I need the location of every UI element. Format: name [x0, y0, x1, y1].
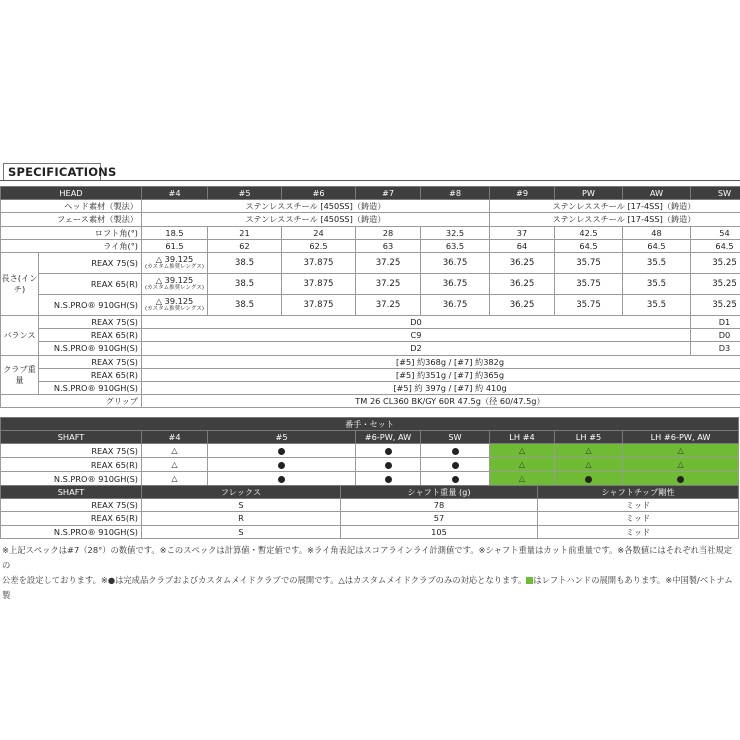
balance-row-name: REAX 75(S)	[39, 315, 142, 328]
lie-label: ライ角(°)	[1, 239, 142, 252]
balance-row	[1, 342, 740, 355]
shaft-tip: ミッド	[538, 512, 739, 525]
loft-label: ロフト角(°)	[1, 226, 142, 239]
weight-row-name: REAX 75(S)	[39, 355, 142, 368]
length-first-note: (カスタム推奨レングス)	[145, 285, 204, 292]
length-first-note: (カスタム推奨レングス)	[145, 306, 204, 313]
balance-row	[1, 315, 740, 328]
loft-cell: 21	[208, 226, 282, 239]
length-cell: 35.5	[623, 273, 691, 294]
length-cell: 35.75	[555, 252, 623, 273]
length-cell: 35.25	[691, 294, 740, 315]
weight-row	[1, 355, 740, 368]
lie-cell: 64.5	[623, 239, 691, 252]
length-cell: 37.875	[282, 294, 356, 315]
length-first-value: △ 39.125	[155, 254, 194, 265]
weight-row-name: N.S.PRO® 910GH(S)	[39, 381, 142, 394]
set-cell	[490, 472, 555, 486]
length-cell: 35.25	[691, 273, 740, 294]
length-cell: 36.25	[490, 294, 555, 315]
set-row-name: REAX 65(R)	[1, 458, 142, 472]
footnote-line-1: ※上記スペックは#7（28°）の数値です。※このスペックは計算値・暫定値です。※ライ角表記はスコアラインライ計測値です。※シャフト重量はカット前重量です。※各数値にはそれぞれ当社規定の	[2, 545, 733, 570]
head-material-b: ステンレススチール [17-4SS]（鋳造）	[490, 200, 740, 213]
set-row	[1, 458, 739, 472]
title-rule	[0, 180, 740, 181]
lie-cell: 63	[356, 239, 421, 252]
custom-only-triangle-icon: △	[585, 446, 592, 456]
availability-dot-icon	[677, 476, 684, 483]
availability-dot-icon	[452, 462, 459, 469]
availability-dot-icon	[452, 476, 459, 483]
length-cell: 37.875	[282, 273, 356, 294]
shaft-table	[0, 485, 739, 539]
set-cell	[142, 444, 208, 458]
face-material-label: フェース素材（製法）	[1, 213, 142, 226]
head-material-label: ヘッド素材（製法）	[1, 200, 142, 213]
weight-row	[1, 381, 740, 394]
length-cell: 37.25	[356, 252, 421, 273]
length-row-name: REAX 65(R)	[39, 273, 142, 294]
set-cell	[208, 472, 356, 486]
face-material-b: ステンレススチール [17-4SS]（鋳造）	[490, 213, 740, 226]
loft-cell: 28	[356, 226, 421, 239]
length-row	[1, 273, 740, 294]
availability-dot-icon	[452, 448, 459, 455]
length-cell: 36.75	[421, 294, 490, 315]
balance-row-name: REAX 65(R)	[39, 329, 142, 342]
set-cell	[421, 444, 490, 458]
custom-only-triangle-icon: △	[171, 474, 178, 484]
set-cell	[555, 444, 623, 458]
length-cell: 36.75	[421, 252, 490, 273]
availability-dot-icon	[385, 476, 392, 483]
set-cell	[623, 458, 739, 472]
face-material-a: ステンレススチール [450SS]（鋳造）	[142, 213, 490, 226]
set-col: SW	[421, 431, 490, 444]
col-4: #4	[142, 187, 208, 200]
head-header-label: HEAD	[1, 187, 142, 200]
set-col: LH #5	[555, 431, 623, 444]
col-pw: PW	[555, 187, 623, 200]
grip-label: グリップ	[1, 395, 142, 408]
loft-cell: 24	[282, 226, 356, 239]
face-material-row	[1, 213, 740, 226]
shaft-col-flex: フレックス	[142, 486, 341, 499]
shaft-row	[1, 512, 739, 525]
length-first-value: △ 39.125	[155, 275, 194, 286]
shaft-flex: S	[142, 525, 341, 538]
set-cell	[490, 444, 555, 458]
length-first-cell	[142, 273, 208, 294]
shaft-row-name: N.S.PRO® 910GH(S)	[1, 525, 142, 538]
set-col: #5	[208, 431, 356, 444]
weight-value: [#5] 約368g / [#7] 約382g	[142, 355, 740, 368]
shaft-col-tip: シャフトチップ剛性	[538, 486, 739, 499]
specifications-title-bar	[0, 163, 740, 181]
length-row-name: REAX 75(S)	[39, 252, 142, 273]
head-spec-table	[0, 186, 740, 408]
length-first-cell	[142, 294, 208, 315]
availability-dot-icon	[278, 448, 285, 455]
availability-dot-icon	[385, 462, 392, 469]
balance-sw: D1	[691, 315, 740, 328]
set-table	[0, 417, 739, 486]
set-col: #4	[142, 431, 208, 444]
head-material-a: ステンレススチール [450SS]（鋳造）	[142, 200, 490, 213]
length-cell: 38.5	[208, 294, 282, 315]
set-section-row	[1, 418, 739, 431]
balance-row	[1, 329, 740, 342]
length-cell: 35.5	[623, 252, 691, 273]
availability-dot-icon	[278, 476, 285, 483]
length-first-note: (カスタム推奨レングス)	[145, 264, 204, 271]
weight-row	[1, 368, 740, 381]
custom-only-triangle-icon: △	[518, 446, 526, 456]
loft-cell: 18.5	[142, 226, 208, 239]
set-col: LH #6-PW, AW	[623, 431, 739, 444]
length-cell: 38.5	[208, 252, 282, 273]
custom-only-triangle-icon: △	[677, 446, 684, 456]
shaft-weight: 57	[341, 512, 538, 525]
col-6: #6	[282, 187, 356, 200]
balance-main: D0	[142, 315, 691, 328]
shaft-row	[1, 499, 739, 512]
set-cell	[142, 458, 208, 472]
balance-sw: D0	[691, 329, 740, 342]
grip-value: TM 26 CL360 BK/GY 60R 47.5g（径 60/47.5g）	[142, 395, 740, 408]
page-title: SPECIFICATIONS	[8, 165, 117, 179]
shaft-tip: ミッド	[538, 499, 739, 512]
length-cell: 38.5	[208, 273, 282, 294]
length-row	[1, 252, 740, 273]
weight-group-label: クラブ重量	[1, 355, 39, 395]
shaft-weight: 78	[341, 499, 538, 512]
footnotes	[2, 543, 738, 603]
balance-row-name: N.S.PRO® 910GH(S)	[39, 342, 142, 355]
lie-cell: 64.5	[691, 239, 740, 252]
footnote-line-2a: 公差を設定しております。※●は完成品クラブおよびカスタムメイドクラブでの展開です。△はカスタムメイドクラブのみの対応となります。	[2, 575, 527, 585]
head-material-row	[1, 200, 740, 213]
lie-cell: 61.5	[142, 239, 208, 252]
balance-group-label: バランス	[1, 315, 39, 355]
length-cell: 35.75	[555, 294, 623, 315]
custom-only-triangle-icon: △	[677, 460, 684, 470]
length-cell: 37.25	[356, 273, 421, 294]
balance-sw: D3	[691, 342, 740, 355]
set-cell	[555, 472, 623, 486]
weight-row-name: REAX 65(R)	[39, 368, 142, 381]
col-aw: AW	[623, 187, 691, 200]
length-cell: 36.75	[421, 273, 490, 294]
set-cell	[208, 458, 356, 472]
set-row	[1, 472, 739, 486]
length-cell: 35.25	[691, 252, 740, 273]
set-section-header: 番手・セット	[1, 418, 739, 431]
loft-cell: 48	[623, 226, 691, 239]
set-cell	[623, 472, 739, 486]
length-cell: 36.25	[490, 273, 555, 294]
set-cell	[208, 444, 356, 458]
custom-only-triangle-icon: △	[585, 460, 592, 470]
loft-row	[1, 226, 740, 239]
balance-main: D2	[142, 342, 691, 355]
length-cell: 37.25	[356, 294, 421, 315]
availability-dot-icon	[385, 448, 392, 455]
col-sw: SW	[691, 187, 740, 200]
set-header-row	[1, 431, 739, 444]
set-cell	[356, 458, 421, 472]
length-cell: 36.25	[490, 252, 555, 273]
grip-row	[1, 395, 740, 408]
length-first-cell	[142, 252, 208, 273]
lie-row	[1, 239, 740, 252]
col-8: #8	[421, 187, 490, 200]
shaft-row-name: REAX 75(S)	[1, 499, 142, 512]
shaft-row-name: REAX 65(R)	[1, 512, 142, 525]
shaft-weight: 105	[341, 525, 538, 538]
custom-only-triangle-icon: △	[171, 446, 178, 456]
weight-value: [#5] 約 397g / [#7] 約 410g	[142, 381, 740, 394]
footnote-line-2	[2, 573, 738, 603]
set-cell	[421, 458, 490, 472]
set-cell	[623, 444, 739, 458]
loft-cell: 37	[490, 226, 555, 239]
shaft-header-label: SHAFT	[1, 486, 142, 499]
length-group-label: 長さ(インチ)	[1, 252, 39, 315]
custom-only-triangle-icon: △	[518, 460, 526, 470]
balance-main: C9	[142, 329, 691, 342]
col-5: #5	[208, 187, 282, 200]
set-col: #6-PW, AW	[356, 431, 421, 444]
availability-dot-icon	[585, 476, 592, 483]
set-cell	[142, 472, 208, 486]
lie-cell: 62	[208, 239, 282, 252]
set-cell	[421, 472, 490, 486]
loft-cell: 54	[691, 226, 740, 239]
set-cell	[555, 458, 623, 472]
set-cell	[356, 472, 421, 486]
shaft-flex: S	[142, 499, 341, 512]
head-header-row	[1, 187, 740, 200]
length-row	[1, 294, 740, 315]
availability-dot-icon	[278, 462, 285, 469]
set-cell	[490, 458, 555, 472]
length-cell: 37.875	[282, 252, 356, 273]
length-first-value: △ 39.125	[155, 296, 194, 307]
set-cell	[356, 444, 421, 458]
shaft-header-row	[1, 486, 739, 499]
footnote-line-2b: はレフトハンドの展開もあります。※中国製/ベトナム製	[2, 575, 733, 600]
set-header-label: SHAFT	[1, 431, 142, 444]
lie-cell: 63.5	[421, 239, 490, 252]
shaft-tip: ミッド	[538, 525, 739, 538]
col-9: #9	[490, 187, 555, 200]
shaft-flex: R	[142, 512, 341, 525]
shaft-col-weight: シャフト重量 (g)	[341, 486, 538, 499]
custom-only-triangle-icon: △	[171, 460, 178, 470]
length-cell: 35.75	[555, 273, 623, 294]
col-7: #7	[356, 187, 421, 200]
set-row-name: REAX 75(S)	[1, 444, 142, 458]
lie-cell: 64	[490, 239, 555, 252]
shaft-row	[1, 525, 739, 538]
loft-cell: 32.5	[421, 226, 490, 239]
length-row-name: N.S.PRO® 910GH(S)	[39, 294, 142, 315]
length-cell: 35.5	[623, 294, 691, 315]
lie-cell: 62.5	[282, 239, 356, 252]
set-row	[1, 444, 739, 458]
weight-value: [#5] 約351g / [#7] 約365g	[142, 368, 740, 381]
loft-cell: 42.5	[555, 226, 623, 239]
custom-only-triangle-icon: △	[518, 474, 526, 484]
lie-cell: 64.5	[555, 239, 623, 252]
set-row-name: N.S.PRO® 910GH(S)	[1, 472, 142, 486]
set-col: LH #4	[490, 431, 555, 444]
